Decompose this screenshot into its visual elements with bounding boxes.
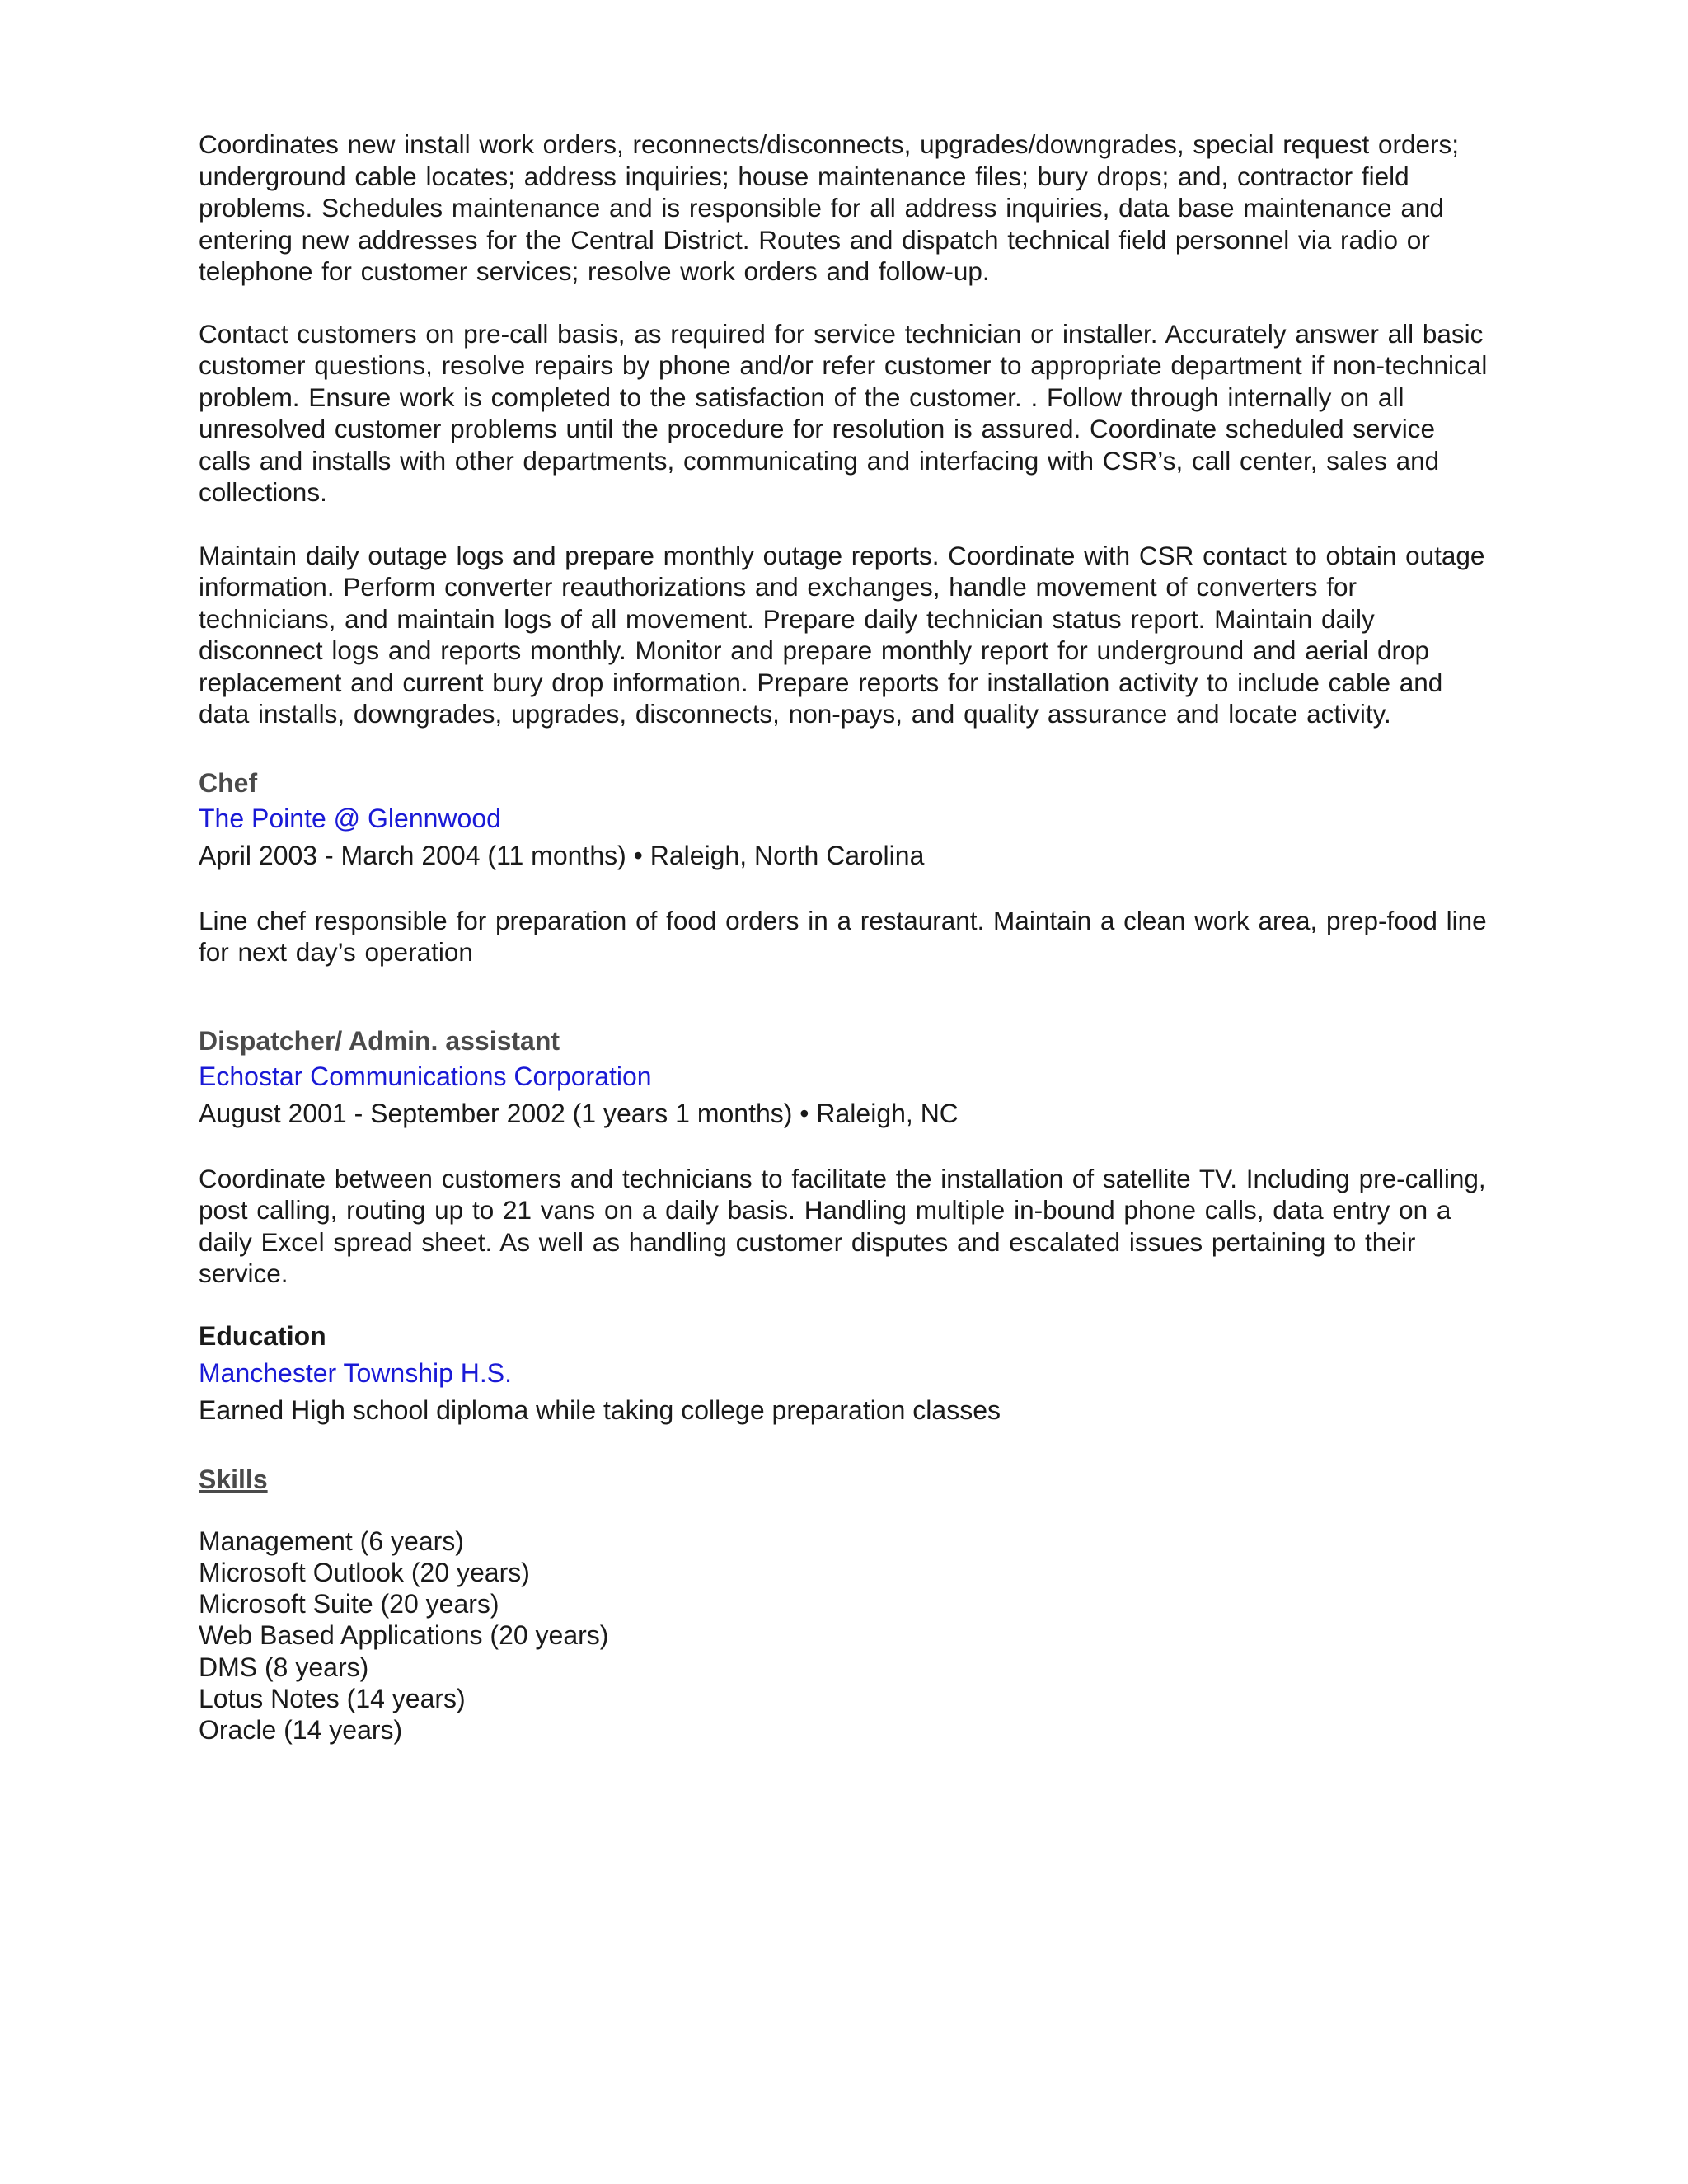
job-entry-dispatcher bbox=[199, 1024, 1493, 1290]
skills-heading: Skills bbox=[199, 1464, 268, 1494]
skill-item: Web Based Applications (20 years) bbox=[199, 1620, 609, 1651]
company-link[interactable]: The Pointe @ Glennwood bbox=[199, 803, 501, 833]
skill-item: Microsoft Suite (20 years) bbox=[199, 1589, 499, 1619]
skill-item: Oracle (14 years) bbox=[199, 1715, 403, 1746]
resume-page bbox=[199, 129, 1493, 1746]
intro-paragraph-outage-logs: Maintain daily outage logs and prepare monthly outage reports. Coordinate with CSR contact to obtain outage information. Perform converter reauthorizations and exchanges, handle movement of converters for technicians, and maintain logs of all movement. Prepare daily technician status report. Maintain daily disconnect logs and reports monthly. Monitor and prepare monthly report for underground and aerial drop replacement and current bury drop information. Prepare reports for installation activity to include cable and data installs, downgrades, upgrades, disconnects, non-pays, and quality assurance and locate activity. bbox=[199, 540, 1485, 729]
skill-item: Microsoft Outlook (20 years) bbox=[199, 1557, 530, 1587]
intro-paragraph-work-orders: Coordinates new install work orders, reconnects/disconnects, upgrades/downgrades, special request orders; underground cable locates; address inquiries; house maintenance files; bury drops; and, contractor field problems. Schedules maintenance and is responsible for all address inquiries, data base maintenance and entering new addresses for the Central District. Routes and dispatch technical field personnel via radio or telephone for customer services; resolve work orders and follow-up. bbox=[199, 129, 1460, 286]
skill-item: DMS (8 years) bbox=[199, 1652, 369, 1682]
skills-section bbox=[199, 1461, 1493, 1746]
company-link[interactable]: Echostar Communications Corporation bbox=[199, 1061, 652, 1091]
job-dates-location: August 2001 - September 2002 (1 years 1 months) • Raleigh, NC bbox=[199, 1098, 959, 1128]
education-section bbox=[199, 1318, 1493, 1428]
job-description: Coordinate between customers and technicians to facilitate the installation of satellite TV. Including pre-calling, post calling, routing up to 21 vans on a daily basis. Handling multiple in-bound phone calls, data entry on a daily Excel spread sheet. As well as handling customer disputes and escalated issues pertaining to their service. bbox=[199, 1163, 1486, 1288]
education-detail: Earned High school diploma while taking college preparation classes bbox=[199, 1394, 1001, 1425]
job-title: Dispatcher/ Admin. assistant bbox=[199, 1025, 560, 1056]
skills-list bbox=[199, 1526, 1493, 1746]
job-dates-location: April 2003 - March 2004 (11 months) • Raleigh, North Carolina bbox=[199, 840, 925, 870]
job-entry-chef bbox=[199, 766, 1493, 968]
job-title: Chef bbox=[199, 767, 258, 798]
education-heading: Education bbox=[199, 1320, 326, 1351]
skill-item: Management (6 years) bbox=[199, 1526, 464, 1556]
school-link[interactable]: Manchester Township H.S. bbox=[199, 1357, 513, 1388]
job-description: Line chef responsible for preparation of food orders in a restaurant. Maintain a clean work area, prep-food line for next day’s operation bbox=[199, 905, 1487, 967]
skill-item: Lotus Notes (14 years) bbox=[199, 1683, 466, 1713]
intro-paragraph-customer-contact: Contact customers on pre-call basis, as required for service technician or installer. Accurately answer all basic customer questions, resolve repairs by phone and/or refer customer to appropriate department if non-technical problem. Ensure work is completed to the satisfaction of the customer. . Follow through internally on all unresolved customer problems until the procedure for resolution is assured. Coordinate scheduled service calls and installs with other departments, communicating and interfacing with CSR’s, call center, sales and collections. bbox=[199, 318, 1488, 507]
